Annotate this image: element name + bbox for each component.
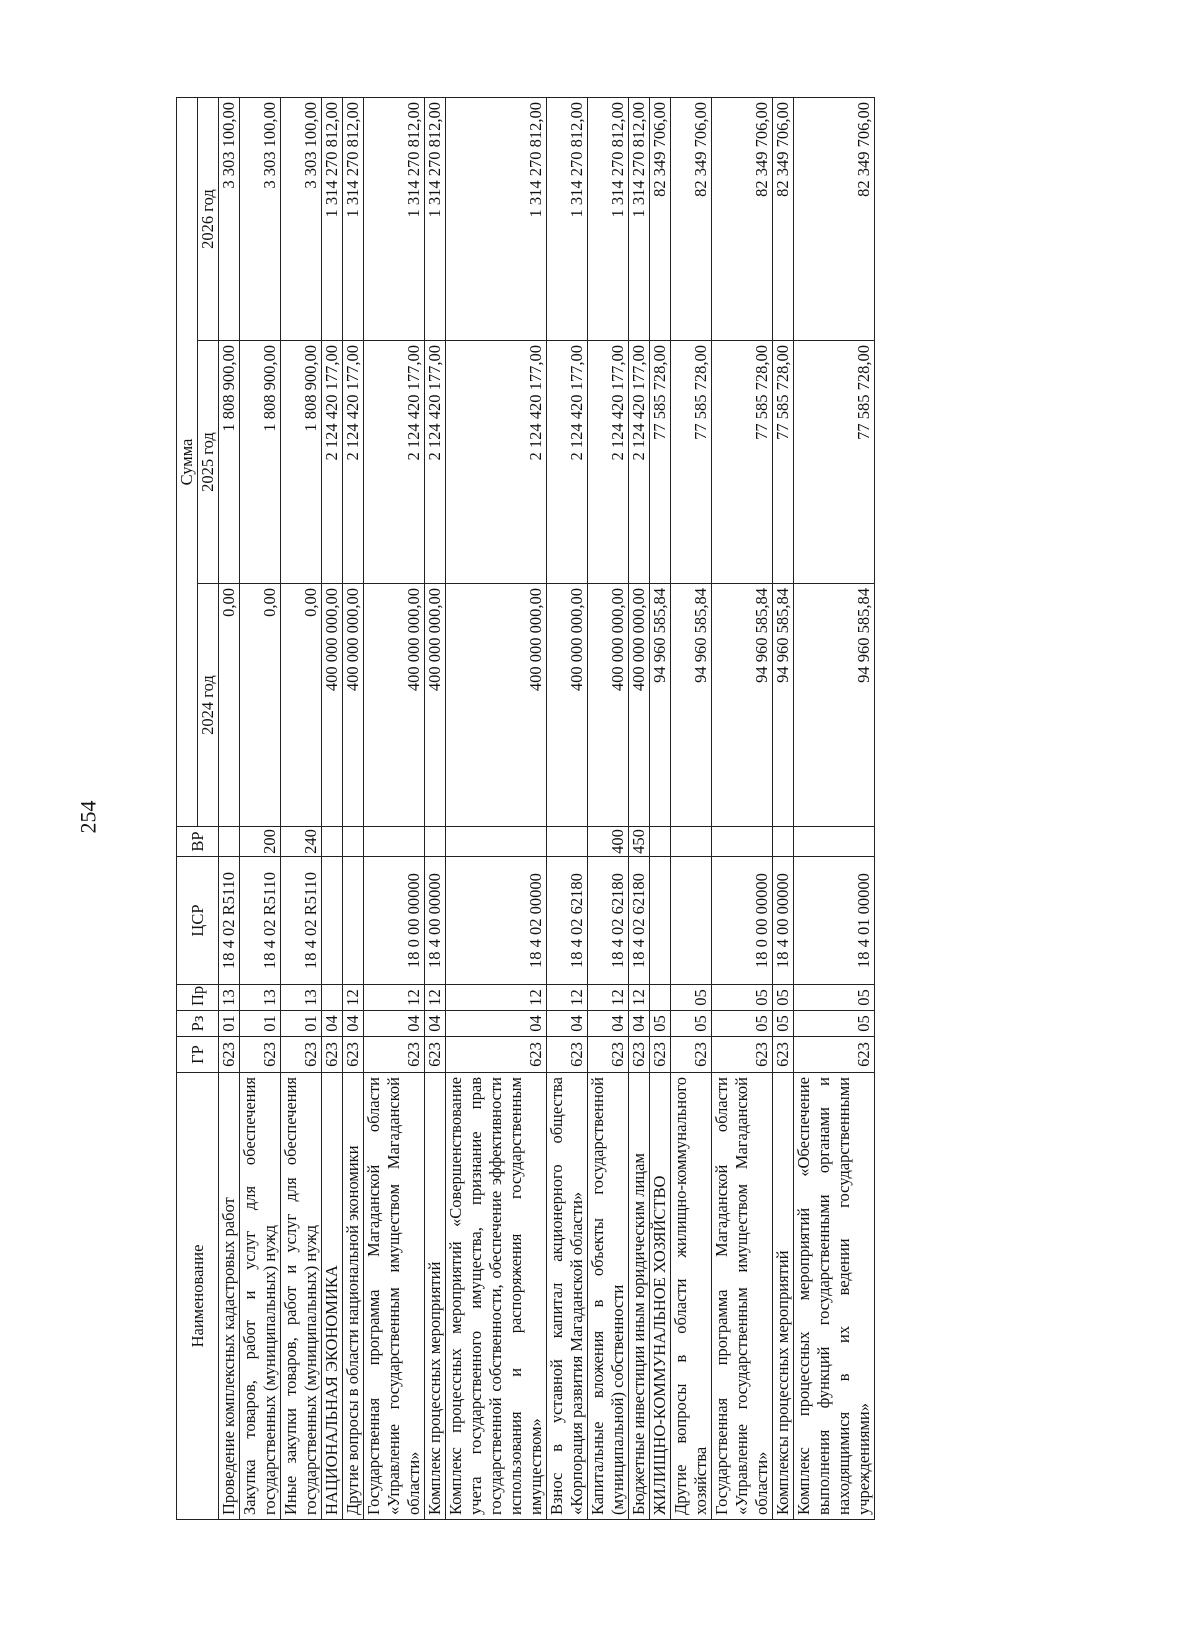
cell-name: ЖИЛИЩНО-КОММУНАЛЬНОЕ ХОЗЯЙСТВО bbox=[650, 1073, 671, 1520]
cell-rz: 05 bbox=[773, 1011, 794, 1037]
cell-y2025: 1 808 900,00 bbox=[281, 341, 322, 584]
cell-vr bbox=[650, 827, 671, 857]
cell-gr: 623 bbox=[794, 1037, 875, 1073]
table-row bbox=[650, 98, 671, 1520]
cell-y2024: 400 000 000,00 bbox=[425, 584, 446, 827]
cell-y2025: 2 124 420 177,00 bbox=[588, 341, 629, 584]
cell-y2024: 400 000 000,00 bbox=[343, 584, 364, 827]
cell-y2026: 1 314 270 812,00 bbox=[446, 98, 547, 341]
cell-y2026: 3 303 100,00 bbox=[281, 98, 322, 341]
header-sum: Сумма bbox=[177, 98, 198, 827]
cell-y2024: 94 960 585,84 bbox=[794, 584, 875, 827]
cell-vr bbox=[425, 827, 446, 857]
cell-name: Комплекс процессных мероприятий «Обеспечение выполнения функций государственными органами и находящимися в их ведении государственными учреждениями» bbox=[794, 1073, 875, 1520]
table-row bbox=[446, 98, 547, 1520]
cell-csr: 18 4 00 00000 bbox=[773, 857, 794, 985]
cell-gr: 623 bbox=[588, 1037, 629, 1073]
cell-vr bbox=[364, 827, 425, 857]
cell-csr: 18 4 02 62180 bbox=[547, 857, 588, 985]
cell-vr bbox=[712, 827, 773, 857]
cell-vr bbox=[794, 827, 875, 857]
cell-name: Капитальные вложения в объекты государственной (муниципальной) собственности bbox=[588, 1073, 629, 1520]
cell-vr bbox=[446, 827, 547, 857]
cell-gr: 623 bbox=[629, 1037, 650, 1073]
cell-name: Закупка товаров, работ и услуг для обеспечения государственных (муниципальных) нужд bbox=[240, 1073, 281, 1520]
cell-y2025: 2 124 420 177,00 bbox=[547, 341, 588, 584]
table-row bbox=[322, 98, 343, 1520]
header-row bbox=[177, 98, 198, 1520]
cell-vr bbox=[671, 827, 712, 857]
cell-y2024: 400 000 000,00 bbox=[588, 584, 629, 827]
cell-pr bbox=[650, 985, 671, 1011]
cell-y2026: 82 349 706,00 bbox=[671, 98, 712, 341]
cell-name: Комплекс процессных мероприятий «Совершенствование учета государственного имущества, признание прав государственной собственности, обеспечение эффективности использования и распоряжения государственным имуществом» bbox=[446, 1073, 547, 1520]
cell-rz: 04 bbox=[588, 1011, 629, 1037]
cell-pr: 12 bbox=[547, 985, 588, 1011]
cell-rz: 04 bbox=[322, 1011, 343, 1037]
cell-gr: 623 bbox=[343, 1037, 364, 1073]
rotated-table-container bbox=[176, 98, 1071, 1520]
cell-csr bbox=[671, 857, 712, 985]
cell-y2026: 82 349 706,00 bbox=[650, 98, 671, 341]
cell-vr bbox=[219, 827, 240, 857]
cell-y2024: 94 960 585,84 bbox=[671, 584, 712, 827]
cell-y2025: 2 124 420 177,00 bbox=[446, 341, 547, 584]
cell-rz: 04 bbox=[425, 1011, 446, 1037]
cell-y2024: 400 000 000,00 bbox=[547, 584, 588, 827]
header-vr: ВР bbox=[177, 827, 219, 857]
cell-gr: 623 bbox=[240, 1037, 281, 1073]
cell-y2024: 400 000 000,00 bbox=[322, 584, 343, 827]
cell-pr: 12 bbox=[425, 985, 446, 1011]
cell-y2026: 1 314 270 812,00 bbox=[425, 98, 446, 341]
cell-gr: 623 bbox=[281, 1037, 322, 1073]
table-row bbox=[240, 98, 281, 1520]
cell-csr: 18 4 02 R5110 bbox=[240, 857, 281, 985]
table-row bbox=[343, 98, 364, 1520]
cell-y2024: 0,00 bbox=[219, 584, 240, 827]
cell-y2025: 2 124 420 177,00 bbox=[343, 341, 364, 584]
cell-y2026: 1 314 270 812,00 bbox=[547, 98, 588, 341]
table-row bbox=[425, 98, 446, 1520]
cell-gr: 623 bbox=[446, 1037, 547, 1073]
cell-gr: 623 bbox=[671, 1037, 712, 1073]
cell-rz: 04 bbox=[629, 1011, 650, 1037]
cell-y2026: 82 349 706,00 bbox=[794, 98, 875, 341]
cell-name: Государственная программа Магаданской области «Управление государственным имуществом Магаданской области» bbox=[364, 1073, 425, 1520]
table-body bbox=[219, 98, 875, 1520]
cell-pr: 12 bbox=[364, 985, 425, 1011]
cell-gr: 623 bbox=[712, 1037, 773, 1073]
header-csr: ЦСР bbox=[177, 857, 219, 985]
cell-name: Проведение комплексных кадастровых работ bbox=[219, 1073, 240, 1520]
cell-pr: 05 bbox=[794, 985, 875, 1011]
cell-y2024: 94 960 585,84 bbox=[712, 584, 773, 827]
header-name: Наименование bbox=[177, 1073, 219, 1520]
cell-rz: 04 bbox=[446, 1011, 547, 1037]
cell-pr: 05 bbox=[712, 985, 773, 1011]
cell-gr: 623 bbox=[322, 1037, 343, 1073]
header-2024: 2024 год bbox=[198, 584, 219, 827]
cell-vr: 400 bbox=[588, 827, 629, 857]
cell-gr: 623 bbox=[219, 1037, 240, 1073]
table-row bbox=[712, 98, 773, 1520]
table-row bbox=[219, 98, 240, 1520]
cell-y2025: 77 585 728,00 bbox=[650, 341, 671, 584]
cell-y2026: 3 303 100,00 bbox=[219, 98, 240, 341]
cell-y2025: 2 124 420 177,00 bbox=[322, 341, 343, 584]
cell-gr: 623 bbox=[547, 1037, 588, 1073]
cell-vr bbox=[322, 827, 343, 857]
cell-y2025: 77 585 728,00 bbox=[712, 341, 773, 584]
cell-name: Другие вопросы в области жилищно-коммунального хозяйства bbox=[671, 1073, 712, 1520]
cell-pr: 13 bbox=[240, 985, 281, 1011]
cell-y2026: 82 349 706,00 bbox=[712, 98, 773, 341]
cell-csr: 18 4 00 00000 bbox=[425, 857, 446, 985]
cell-csr: 18 4 01 00000 bbox=[794, 857, 875, 985]
cell-y2026: 1 314 270 812,00 bbox=[343, 98, 364, 341]
cell-y2026: 1 314 270 812,00 bbox=[629, 98, 650, 341]
cell-rz: 01 bbox=[240, 1011, 281, 1037]
cell-pr: 13 bbox=[219, 985, 240, 1011]
cell-csr bbox=[322, 857, 343, 985]
cell-pr: 12 bbox=[588, 985, 629, 1011]
cell-vr bbox=[547, 827, 588, 857]
page-number: 254 bbox=[75, 800, 101, 834]
cell-y2025: 77 585 728,00 bbox=[671, 341, 712, 584]
table-row bbox=[364, 98, 425, 1520]
cell-csr: 18 4 02 R5110 bbox=[281, 857, 322, 985]
cell-pr bbox=[322, 985, 343, 1011]
cell-csr: 18 4 02 R5110 bbox=[219, 857, 240, 985]
cell-y2025: 77 585 728,00 bbox=[773, 341, 794, 584]
table-row bbox=[281, 98, 322, 1520]
cell-csr: 18 4 02 62180 bbox=[588, 857, 629, 985]
cell-y2024: 0,00 bbox=[240, 584, 281, 827]
cell-csr bbox=[343, 857, 364, 985]
cell-gr: 623 bbox=[364, 1037, 425, 1073]
header-2026: 2026 год bbox=[198, 98, 219, 341]
cell-y2024: 94 960 585,84 bbox=[773, 584, 794, 827]
budget-table bbox=[176, 97, 875, 1520]
cell-y2026: 82 349 706,00 bbox=[773, 98, 794, 341]
cell-vr: 200 bbox=[240, 827, 281, 857]
cell-y2026: 1 314 270 812,00 bbox=[588, 98, 629, 341]
cell-y2024: 94 960 585,84 bbox=[650, 584, 671, 827]
cell-rz: 01 bbox=[219, 1011, 240, 1037]
cell-pr: 12 bbox=[343, 985, 364, 1011]
cell-y2025: 2 124 420 177,00 bbox=[364, 341, 425, 584]
cell-gr: 623 bbox=[425, 1037, 446, 1073]
cell-name: Взнос в уставной капитал акционерного общества «Корпорация развития Магаданской области» bbox=[547, 1073, 588, 1520]
table-row bbox=[547, 98, 588, 1520]
cell-csr: 18 4 02 62180 bbox=[629, 857, 650, 985]
cell-y2025: 1 808 900,00 bbox=[219, 341, 240, 584]
cell-csr: 18 0 00 00000 bbox=[364, 857, 425, 985]
header-pr: Пр bbox=[177, 985, 219, 1011]
cell-rz: 04 bbox=[547, 1011, 588, 1037]
cell-y2024: 400 000 000,00 bbox=[629, 584, 650, 827]
cell-vr: 450 bbox=[629, 827, 650, 857]
header-gr: ГР bbox=[177, 1037, 219, 1073]
cell-rz: 05 bbox=[650, 1011, 671, 1037]
cell-name: Иные закупки товаров, работ и услуг для обеспечения государственных (муниципальных) нужд bbox=[281, 1073, 322, 1520]
table-row bbox=[588, 98, 629, 1520]
cell-pr: 12 bbox=[446, 985, 547, 1011]
cell-csr: 18 0 00 00000 bbox=[712, 857, 773, 985]
cell-name: Другие вопросы в области национальной экономики bbox=[343, 1073, 364, 1520]
cell-vr bbox=[343, 827, 364, 857]
cell-y2025: 77 585 728,00 bbox=[794, 341, 875, 584]
cell-vr bbox=[773, 827, 794, 857]
table-row bbox=[671, 98, 712, 1520]
header-2025: 2025 год bbox=[198, 341, 219, 584]
cell-rz: 05 bbox=[794, 1011, 875, 1037]
cell-gr: 623 bbox=[773, 1037, 794, 1073]
cell-y2024: 400 000 000,00 bbox=[364, 584, 425, 827]
cell-y2024: 0,00 bbox=[281, 584, 322, 827]
cell-y2026: 1 314 270 812,00 bbox=[364, 98, 425, 341]
cell-csr: 18 4 02 00000 bbox=[446, 857, 547, 985]
cell-y2025: 2 124 420 177,00 bbox=[629, 341, 650, 584]
cell-y2026: 3 303 100,00 bbox=[240, 98, 281, 341]
cell-rz: 01 bbox=[281, 1011, 322, 1037]
cell-vr: 240 bbox=[281, 827, 322, 857]
cell-y2025: 2 124 420 177,00 bbox=[425, 341, 446, 584]
cell-y2024: 400 000 000,00 bbox=[446, 584, 547, 827]
cell-pr: 05 bbox=[773, 985, 794, 1011]
cell-y2026: 1 314 270 812,00 bbox=[322, 98, 343, 341]
cell-pr: 05 bbox=[671, 985, 712, 1011]
cell-name: Комплексы процессных мероприятий bbox=[773, 1073, 794, 1520]
table-row bbox=[773, 98, 794, 1520]
cell-name: Бюджетные инвестиции иным юридическим лицам bbox=[629, 1073, 650, 1520]
table-row bbox=[629, 98, 650, 1520]
cell-name: Государственная программа Магаданской области «Управление государственным имуществом Магаданской области» bbox=[712, 1073, 773, 1520]
cell-pr: 13 bbox=[281, 985, 322, 1011]
cell-csr bbox=[650, 857, 671, 985]
cell-name: НАЦИОНАЛЬНАЯ ЭКОНОМИКА bbox=[322, 1073, 343, 1520]
cell-name: Комплекс процессных мероприятий bbox=[425, 1073, 446, 1520]
header-rz: Рз bbox=[177, 1011, 219, 1037]
cell-rz: 04 bbox=[364, 1011, 425, 1037]
cell-pr: 12 bbox=[629, 985, 650, 1011]
table-row bbox=[794, 98, 875, 1520]
cell-rz: 05 bbox=[671, 1011, 712, 1037]
cell-gr: 623 bbox=[650, 1037, 671, 1073]
cell-y2025: 1 808 900,00 bbox=[240, 341, 281, 584]
cell-rz: 04 bbox=[343, 1011, 364, 1037]
cell-rz: 05 bbox=[712, 1011, 773, 1037]
